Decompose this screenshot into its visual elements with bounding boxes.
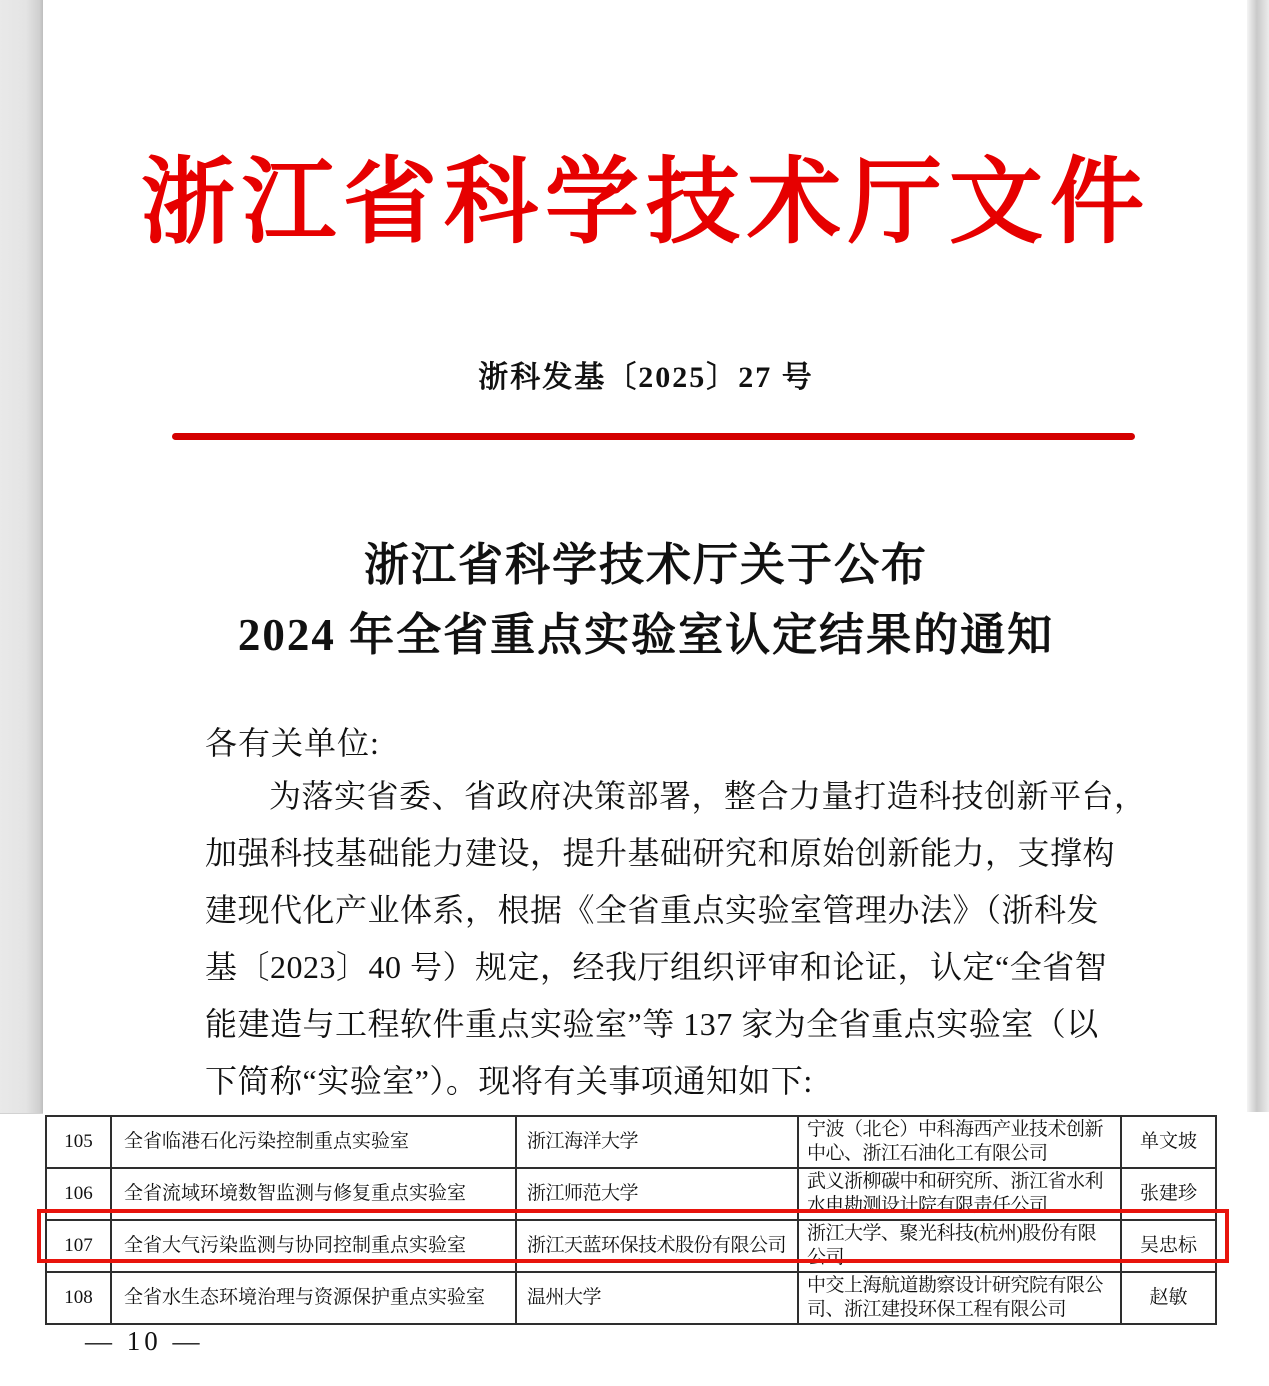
lab-table-body	[46, 1116, 1216, 1324]
salutation: 各有关单位:	[205, 725, 380, 761]
cell-partners: 武义浙柳碳中和研究所、浙江省水利水电勘测设计院有限责任公司	[798, 1168, 1121, 1220]
cell-host: 温州大学	[516, 1272, 798, 1324]
body-line: 加强科技基础能力建设，提升基础研究和原始创新能力，支撑构	[205, 835, 1116, 871]
lab-table	[45, 1115, 1217, 1325]
table-row	[46, 1168, 1216, 1220]
cell-host: 浙江师范大学	[516, 1168, 798, 1220]
document-number: 浙科发基〔2025〕27 号	[478, 361, 814, 394]
cell-host: 浙江天蓝环保技术股份有限公司	[516, 1220, 798, 1272]
body-line: 基〔2023〕40 号）规定，经我厅组织评审和论证，认定“全省智	[205, 949, 1108, 985]
cell-lab: 全省流域环境数智监测与修复重点实验室	[111, 1168, 516, 1220]
cell-director: 赵敏	[1121, 1272, 1216, 1324]
cell-partners: 浙江大学、聚光科技(杭州)股份有限公司	[798, 1220, 1121, 1272]
cell-lab: 全省临港石化污染控制重点实验室	[111, 1116, 516, 1168]
red-divider-rule	[172, 433, 1135, 440]
page-edge-left	[0, 0, 43, 1114]
page-number: — 10 —	[85, 1326, 204, 1356]
cell-no: 107	[46, 1220, 111, 1272]
agency-title: 浙江省科学技术厅文件	[140, 151, 1151, 255]
cell-director: 张建珍	[1121, 1168, 1216, 1220]
cell-no: 105	[46, 1116, 111, 1168]
cell-partners: 中交上海航道勘察设计研究院有限公司、浙江建投环保工程有限公司	[798, 1272, 1121, 1324]
table-row-highlighted	[46, 1220, 1216, 1272]
cell-lab: 全省大气污染监测与协同控制重点实验室	[111, 1220, 516, 1272]
cell-no: 108	[46, 1272, 111, 1324]
body-line: 能建造与工程软件重点实验室”等 137 家为全省重点实验室（以	[205, 1006, 1099, 1042]
page-edge-right	[1247, 0, 1269, 1112]
body-line: 下简称“实验室”）。现将有关事项通知如下:	[205, 1063, 813, 1099]
cell-host: 浙江海洋大学	[516, 1116, 798, 1168]
table-row	[46, 1116, 1216, 1168]
body-paragraph	[205, 768, 1150, 1110]
body-line: 为落实省委、省政府决策部署，整合力量打造科技创新平台，	[269, 778, 1147, 814]
cell-director: 单文坡	[1121, 1116, 1216, 1168]
table-row	[46, 1272, 1216, 1324]
cell-director: 吴忠标	[1121, 1220, 1216, 1272]
notice-title-line2: 2024 年全省重点实验室认定结果的通知	[237, 610, 1055, 660]
notice-title-line1: 浙江省科学技术厅关于公布	[363, 540, 928, 590]
cell-lab: 全省水生态环境治理与资源保护重点实验室	[111, 1272, 516, 1324]
body-line: 建现代化产业体系，根据《全省重点实验室管理办法》（浙科发	[205, 892, 1100, 928]
cell-partners: 宁波（北仑）中科海西产业技术创新中心、浙江石油化工有限公司	[798, 1116, 1121, 1168]
cell-no: 106	[46, 1168, 111, 1220]
